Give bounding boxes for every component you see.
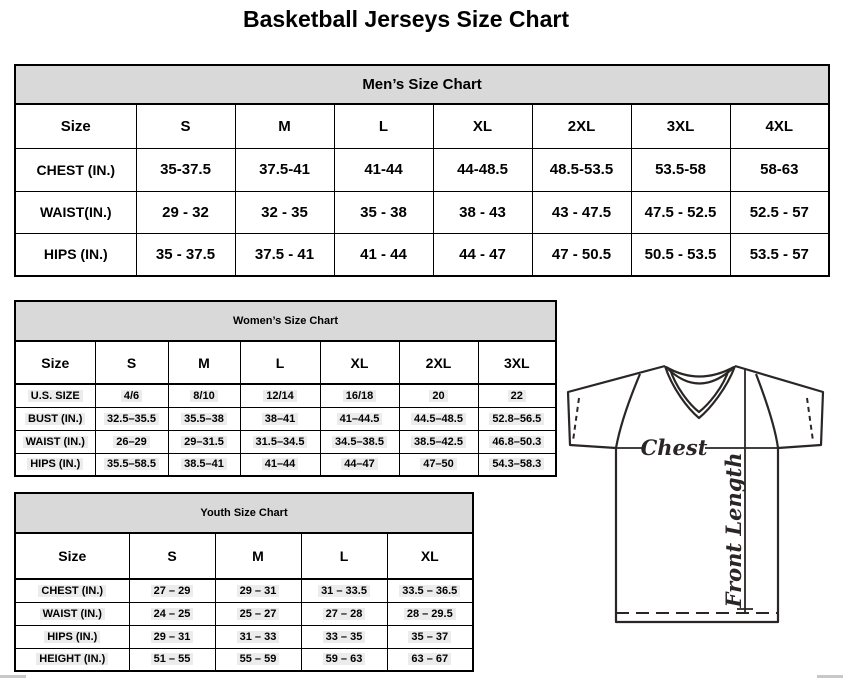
cell-value: 35 – 37	[408, 631, 451, 643]
mens-table-title: Men’s Size Chart	[15, 65, 829, 104]
cell-value: 47–50	[420, 458, 457, 470]
jersey-diagram-svg	[558, 362, 828, 624]
cell-value: 38.5–41	[181, 458, 227, 470]
cell	[240, 384, 320, 407]
cell: Size	[15, 341, 95, 384]
row-label	[15, 453, 95, 476]
cell-value: 44–47	[341, 458, 378, 470]
cell	[168, 407, 240, 430]
cell	[240, 453, 320, 476]
table-row	[15, 453, 556, 476]
womens-table-header-row	[15, 301, 556, 341]
table-row	[15, 233, 829, 276]
cell: 37.5-41	[235, 148, 334, 191]
cell-value: 41–44	[262, 458, 299, 470]
womens-table-title: Women’s Size Chart	[15, 301, 556, 341]
cell: 47 - 50.5	[532, 233, 631, 276]
cell	[301, 579, 387, 602]
cell: 50.5 - 53.5	[631, 233, 730, 276]
cell	[301, 602, 387, 625]
cell	[320, 430, 399, 453]
cell-value: 22	[508, 390, 526, 402]
cell	[168, 384, 240, 407]
cell: 43 - 47.5	[532, 191, 631, 233]
cell	[95, 430, 168, 453]
cell: 29 - 32	[136, 191, 235, 233]
cell-value: 29 – 31	[151, 631, 194, 643]
cell	[215, 579, 301, 602]
cell: 53.5-58	[631, 148, 730, 191]
cell	[320, 384, 399, 407]
cell	[215, 625, 301, 648]
cell-value: 28 – 29.5	[404, 608, 456, 620]
youth-size-table	[14, 492, 474, 672]
cell: 44-48.5	[433, 148, 532, 191]
table-row	[15, 579, 473, 602]
cell-value: 55 – 59	[237, 653, 280, 665]
row-label	[15, 430, 95, 453]
cell	[215, 648, 301, 671]
cell: M	[168, 341, 240, 384]
cell	[320, 407, 399, 430]
cell-value: 29 – 31	[237, 585, 280, 597]
cell-value: 4/6	[121, 390, 142, 402]
cell	[240, 407, 320, 430]
cell-value: 24 – 25	[151, 608, 194, 620]
cell	[129, 648, 215, 671]
front-length-label: Front Length	[721, 452, 746, 608]
cell-value: 27 – 28	[323, 608, 366, 620]
cell-value: 31 – 33	[237, 631, 280, 643]
youth-table-header-row	[15, 493, 473, 533]
cell	[95, 384, 168, 407]
cell-value: 29–31.5	[181, 436, 227, 448]
cell: 48.5-53.5	[532, 148, 631, 191]
cell-value: 35.5–38	[181, 413, 227, 425]
cell: XL	[387, 533, 473, 579]
cell: 2XL	[532, 104, 631, 148]
cell-value: 52.8–56.5	[489, 413, 544, 425]
cell-value: U.S. SIZE	[28, 390, 83, 402]
cell: 35 - 38	[334, 191, 433, 233]
row-label	[15, 648, 129, 671]
cell-value: CHEST (IN.)	[38, 585, 106, 597]
h-scrollbar-thumb-left[interactable]	[0, 675, 26, 678]
cell: S	[136, 104, 235, 148]
cell: XL	[433, 104, 532, 148]
cell-value: 31 – 33.5	[318, 585, 370, 597]
cell: XL	[320, 341, 399, 384]
cell-value: 12/14	[263, 390, 297, 402]
womens-size-table	[14, 300, 557, 477]
cell	[129, 602, 215, 625]
mens-size-header-row	[15, 104, 829, 148]
mens-size-table	[14, 64, 830, 277]
cell: 58-63	[730, 148, 829, 191]
cell-value: 35.5–58.5	[104, 458, 159, 470]
cell-value: 26–29	[113, 436, 150, 448]
cell: 32 - 35	[235, 191, 334, 233]
cell: 37.5 - 41	[235, 233, 334, 276]
cell-value: 34.5–38.5	[332, 436, 387, 448]
cell-value: WAIST (IN.)	[23, 436, 88, 448]
cell: 44 - 47	[433, 233, 532, 276]
cell	[387, 602, 473, 625]
cell: L	[301, 533, 387, 579]
cell-value: 54.3–58.3	[489, 458, 544, 470]
chest-label: Chest	[640, 435, 708, 460]
youth-table-title: Youth Size Chart	[15, 493, 473, 533]
row-label: CHEST (IN.)	[15, 148, 136, 191]
table-row	[15, 430, 556, 453]
cell: 47.5 - 52.5	[631, 191, 730, 233]
cell	[399, 407, 478, 430]
cell	[301, 625, 387, 648]
cell-value: HIPS (IN.)	[27, 458, 83, 470]
cell: 4XL	[730, 104, 829, 148]
cell	[478, 407, 556, 430]
cell	[95, 407, 168, 430]
cell	[95, 453, 168, 476]
cell-value: 16/18	[343, 390, 377, 402]
h-scrollbar-thumb-right[interactable]	[817, 675, 843, 678]
cell-value: HIPS (IN.)	[44, 631, 100, 643]
youth-size-header-row	[15, 533, 473, 579]
cell	[478, 384, 556, 407]
cell-value: 38–41	[262, 413, 299, 425]
cell: L	[240, 341, 320, 384]
cell: 3XL	[631, 104, 730, 148]
cell-value: 20	[429, 390, 447, 402]
table-row	[15, 148, 829, 191]
cell-value: 59 – 63	[323, 653, 366, 665]
cell	[301, 648, 387, 671]
cell: M	[235, 104, 334, 148]
cell	[399, 453, 478, 476]
cell	[387, 579, 473, 602]
cell-value: 63 – 67	[408, 653, 451, 665]
row-label	[15, 579, 129, 602]
cell-value: 41–44.5	[337, 413, 383, 425]
cell-value: 33.5 – 36.5	[399, 585, 460, 597]
table-row	[15, 191, 829, 233]
row-label: HIPS (IN.)	[15, 233, 136, 276]
cell-value: HEIGHT (IN.)	[36, 653, 108, 665]
cell	[399, 430, 478, 453]
cell-value: 33 – 35	[323, 631, 366, 643]
jersey-measurement-diagram	[558, 362, 828, 624]
cell-value: 25 – 27	[237, 608, 280, 620]
cell	[320, 453, 399, 476]
cell: S	[129, 533, 215, 579]
page-title: Basketball Jerseys Size Chart	[242, 6, 569, 32]
cell: S	[95, 341, 168, 384]
cell: 2XL	[399, 341, 478, 384]
cell-value: 44.5–48.5	[411, 413, 466, 425]
cell: 35 - 37.5	[136, 233, 235, 276]
jersey-outline	[568, 366, 823, 622]
cell	[387, 625, 473, 648]
row-label	[15, 407, 95, 430]
cell: M	[215, 533, 301, 579]
table-row	[15, 602, 473, 625]
cell	[478, 453, 556, 476]
row-label	[15, 625, 129, 648]
cell: 52.5 - 57	[730, 191, 829, 233]
cell-value: 51 – 55	[151, 653, 194, 665]
cell	[399, 384, 478, 407]
cell: L	[334, 104, 433, 148]
cell	[168, 453, 240, 476]
cell: 38 - 43	[433, 191, 532, 233]
cell-value: 32.5–35.5	[104, 413, 159, 425]
row-label	[15, 384, 95, 407]
cell	[478, 430, 556, 453]
cell: 41 - 44	[334, 233, 433, 276]
cell: 53.5 - 57	[730, 233, 829, 276]
cell-value: 31.5–34.5	[253, 436, 308, 448]
cell-value: 8/10	[190, 390, 217, 402]
mens-table-header-row	[15, 65, 829, 104]
table-row	[15, 384, 556, 407]
cell	[240, 430, 320, 453]
table-row	[15, 648, 473, 671]
cell-value: 27 – 29	[151, 585, 194, 597]
cell	[129, 625, 215, 648]
cell: 35-37.5	[136, 148, 235, 191]
cell	[129, 579, 215, 602]
table-row	[15, 407, 556, 430]
cell: 41-44	[334, 148, 433, 191]
row-label	[15, 602, 129, 625]
cell: Size	[15, 533, 129, 579]
cell: 3XL	[478, 341, 556, 384]
cell-value: BUST (IN.)	[25, 413, 85, 425]
cell-value: 46.8–50.3	[489, 436, 544, 448]
row-label: WAIST(IN.)	[15, 191, 136, 233]
cell-value: 38.5–42.5	[411, 436, 466, 448]
cell	[215, 602, 301, 625]
cell	[168, 430, 240, 453]
cell: Size	[15, 104, 136, 148]
cell	[387, 648, 473, 671]
table-row	[15, 625, 473, 648]
cell-value: WAIST (IN.)	[40, 608, 105, 620]
womens-size-header-row	[15, 341, 556, 384]
